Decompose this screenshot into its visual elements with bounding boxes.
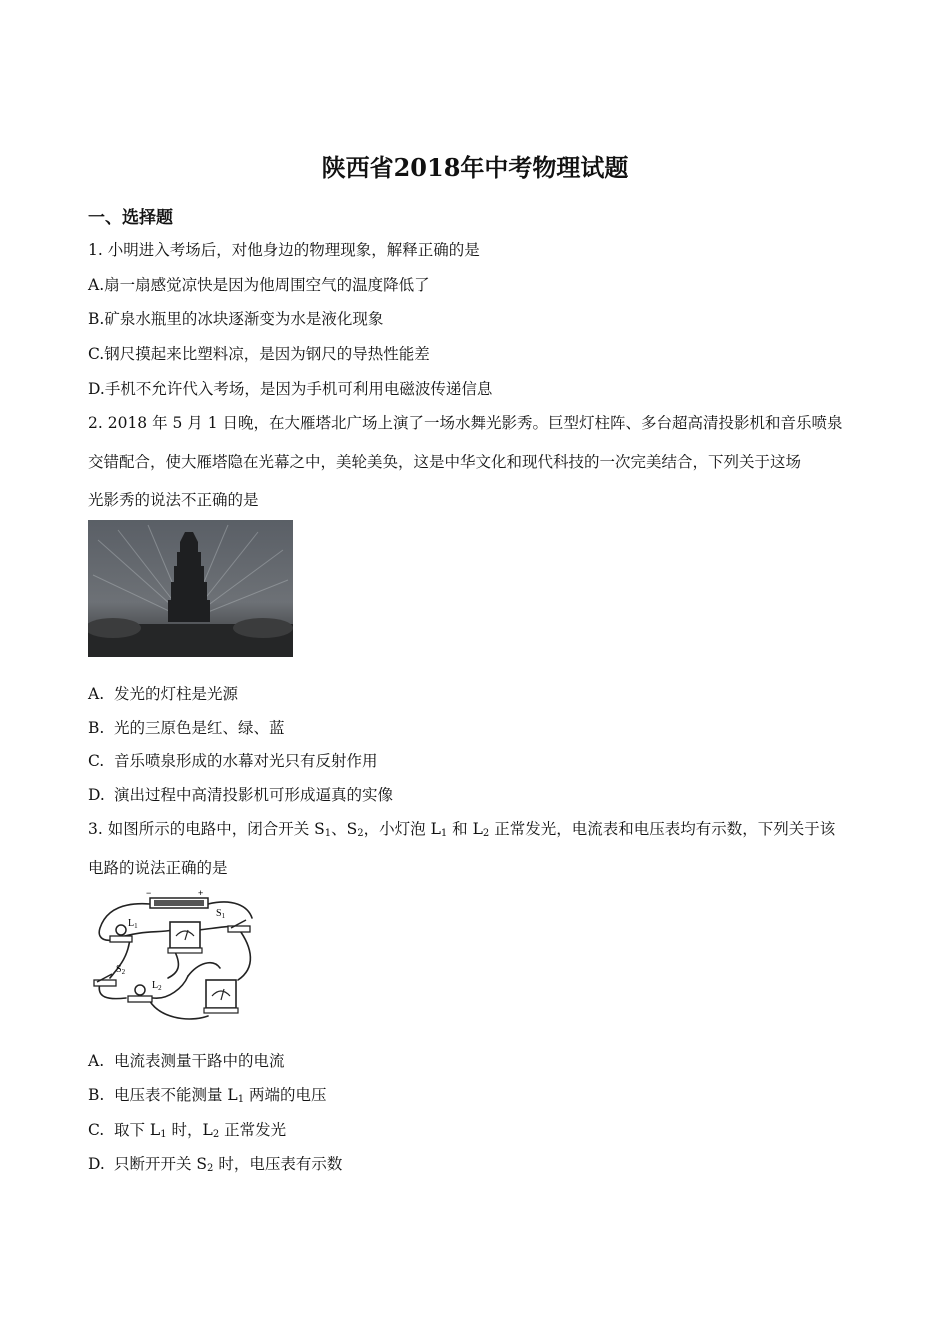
stem-text: ，小灯泡 L <box>363 820 441 838</box>
option-label: C. <box>88 345 105 363</box>
question-2-stem-line-1: 2. 2018 年 5 月 1 日晚，在大雁塔北广场上演了一场水舞光影秀。巨型灯柱阵、多台超高清投影机和音乐喷泉 <box>88 414 843 432</box>
option-text: 电压表不能测量 L <box>114 1086 238 1104</box>
circuit-diagram <box>88 888 263 1030</box>
option-text: 正常发光 <box>219 1121 287 1139</box>
question-2-option-a <box>88 684 238 704</box>
label-s2: $S_2$ <box>116 964 126 976</box>
option-text: 只断开开关 S <box>114 1155 208 1173</box>
option-label: A. <box>88 685 105 703</box>
question-1-stem: 1. 小明进入考场后，对他身边的物理现象，解释正确的是 <box>88 241 480 259</box>
option-text: 演出过程中高清投影机可形成逼真的实像 <box>114 786 394 804</box>
question-1-option-d <box>88 379 492 399</box>
lamp-l2-icon <box>128 985 152 1002</box>
option-label: B. <box>88 719 105 737</box>
option-text: 发光的灯柱是光源 <box>114 685 239 703</box>
option-label: D. <box>88 1155 105 1173</box>
option-text: 取下 L <box>114 1121 161 1139</box>
option-text: 两端的电压 <box>244 1086 327 1104</box>
pagoda-light-show-photo <box>88 520 293 657</box>
option-text: 时，L <box>166 1121 213 1139</box>
option-label: D. <box>88 786 105 804</box>
question-1-option-a <box>88 275 430 295</box>
question-2-stem-line-3: 光影秀的说法不正确的是 <box>88 491 259 509</box>
option-label: A. <box>88 276 105 294</box>
question-3-option-b <box>88 1085 327 1110</box>
battery-minus: − <box>146 888 152 898</box>
option-label: B. <box>88 1086 105 1104</box>
question-3-option-a <box>88 1051 285 1071</box>
subscript: 2 <box>357 828 364 839</box>
label-s1: $S_1$ <box>216 908 226 920</box>
option-text: 电流表测量干路中的电流 <box>114 1052 285 1070</box>
option-label: C. <box>88 752 105 770</box>
page-title: 陕西省2018年中考物理试题 <box>321 153 629 182</box>
question-2-option-c <box>88 751 378 771</box>
question-3-stem-line-1 <box>88 819 835 844</box>
stem-text: 、S <box>331 820 358 838</box>
option-text: 手机不允许代入考场，是因为手机可利用电磁波传递信息 <box>104 380 493 398</box>
option-text: 光的三原色是红、绿、蓝 <box>114 719 285 737</box>
question-2-stem-line-2: 交错配合，使大雁塔隐在光幕之中，美轮美奂，这是中华文化和现代科技的一次完美结合，下列关于这场 <box>88 453 802 471</box>
stem-text: 和 L <box>447 820 483 838</box>
subscript: 1 <box>324 828 332 839</box>
subscript: 1 <box>160 1129 167 1140</box>
subscript: 1 <box>237 1094 245 1105</box>
option-label: B. <box>88 310 105 328</box>
switch-s1-icon <box>228 920 250 932</box>
question-1-option-b <box>88 309 383 329</box>
question-3-option-d <box>88 1154 342 1179</box>
option-label: D. <box>88 380 105 398</box>
subscript: 2 <box>482 828 490 839</box>
option-text: 扇一扇感觉凉快是因为他周围空气的温度降低了 <box>104 276 430 294</box>
ammeter-icon <box>168 922 202 953</box>
option-text: 时，电压表有示数 <box>213 1155 343 1173</box>
question-3-stem-line-2: 电路的说法正确的是 <box>88 859 228 877</box>
label-l2: $L_2$ <box>152 980 162 992</box>
question-3-option-c <box>88 1120 286 1145</box>
subscript: 1 <box>440 828 448 839</box>
option-label: C. <box>88 1121 105 1139</box>
option-text: 钢尺摸起来比塑料凉，是因为钢尺的导热性能差 <box>104 345 430 363</box>
option-text: 音乐喷泉形成的水幕对光只有反射作用 <box>114 752 378 770</box>
battery-plus: + <box>198 888 204 898</box>
question-2-option-b <box>88 718 285 738</box>
label-l1: $L_1$ <box>128 918 138 930</box>
stem-text: 正常发光，电流表和电压表均有示数，下列关于该 <box>489 820 836 838</box>
subscript: 2 <box>207 1163 214 1174</box>
option-label: A. <box>88 1052 105 1070</box>
stem-text: 3. 如图所示的电路中，闭合开关 S <box>88 820 325 838</box>
option-text: 矿泉水瓶里的冰块逐渐变为水是液化现象 <box>104 310 384 328</box>
question-2-option-d <box>88 785 393 805</box>
question-1-option-c <box>88 344 430 364</box>
voltmeter-icon <box>204 980 238 1013</box>
section-heading: 一、选择题 <box>88 208 173 228</box>
subscript: 2 <box>212 1129 220 1140</box>
